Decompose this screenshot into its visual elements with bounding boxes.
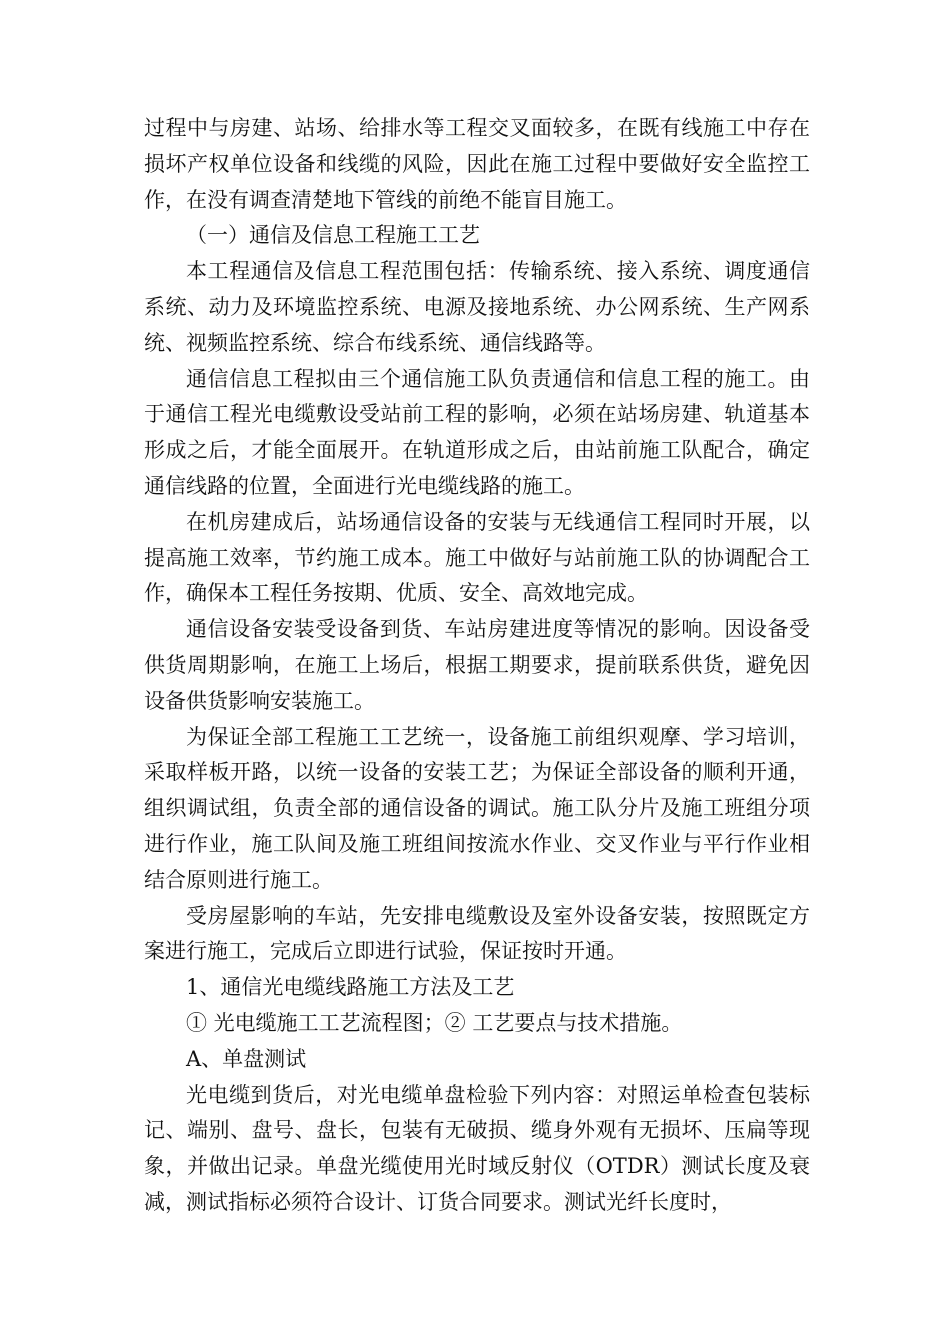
document-body <box>144 111 810 1221</box>
item-heading-single-reel-test: A、单盘测试 <box>186 1046 307 1071</box>
list-flowchart-and-measures: ① 光电缆施工工艺流程图；② 工艺要点与技术措施。 <box>186 1010 683 1035</box>
paragraph-machine-room: 在机房建成后，站场通信设备的安装与无线通信工程同时开展，以提高施工效率，节约施工成本。施工中做好与站前施工队的协调配合工作，确保本工程任务按期、优质、安全、高效地完成。 <box>144 509 810 606</box>
paragraph-reel-inspection: 光电缆到货后，对光电缆单盘检验下列内容：对照运单检查包装标记、端别、盘号、盘长，包装有无破损、缆身外观有无损坏、压扁等现象，并做出记录。单盘光缆使用光时域反射仪（OTDR）测试长度及衰减，测试指标必须符合设计、订货合同要求。测试光纤长度时， <box>144 1082 810 1214</box>
paragraph-scope: 本工程通信及信息工程范围包括：传输系统、接入系统、调度通信系统、动力及环境监控系统、电源及接地系统、办公网系统、生产网系统、视频监控系统、综合布线系统、通信线路等。 <box>144 259 810 355</box>
paragraph-process-unification: 为保证全部工程施工工艺统一，设备施工前组织观摩、学习培训，采取样板开路，以统一设备的安装工艺；为保证全部设备的顺利开通，组织调试组，负责全部的通信设备的调试。施工队分片及施工班组分项进行作业，施工队间及施工班组间按流水作业、交叉作业与平行作业相结合原则进行施工。 <box>144 724 810 892</box>
paragraph-teams: 通信信息工程拟由三个通信施工队负责通信和信息工程的施工。由于通信工程光电缆敷设受站前工程的影响，必须在站场房建、轨道基本形成之后，才能全面展开。在轨道形成之后，由站前施工队配合，确定通信线路的位置，全面进行光电缆线路的施工。 <box>144 366 810 498</box>
subsection-heading-cable-lines: 1、通信光电缆线路施工方法及工艺 <box>186 975 515 1000</box>
paragraph-continuation: 过程中与房建、站场、给排水等工程交叉面较多，在既有线施工中存在损坏产权单位设备和线缆的风险，因此在施工过程中要做好安全监控工作，在没有调查清楚地下管线的前绝不能盲目施工。 <box>144 116 810 212</box>
section-heading-communication: （一）通信及信息工程施工工艺 <box>186 223 480 248</box>
paragraph-equipment-supply: 通信设备安装受设备到货、车站房建进度等情况的影响。因设备受供货周期影响，在施工上场后，根据工期要求，提前联系供货，避免因设备供货影响安装施工。 <box>144 617 810 713</box>
paragraph-station-housing: 受房屋影响的车站，先安排电缆敷设及室外设备安装，按照既定方案进行施工，完成后立即进行试验，保证按时开通。 <box>144 903 810 964</box>
